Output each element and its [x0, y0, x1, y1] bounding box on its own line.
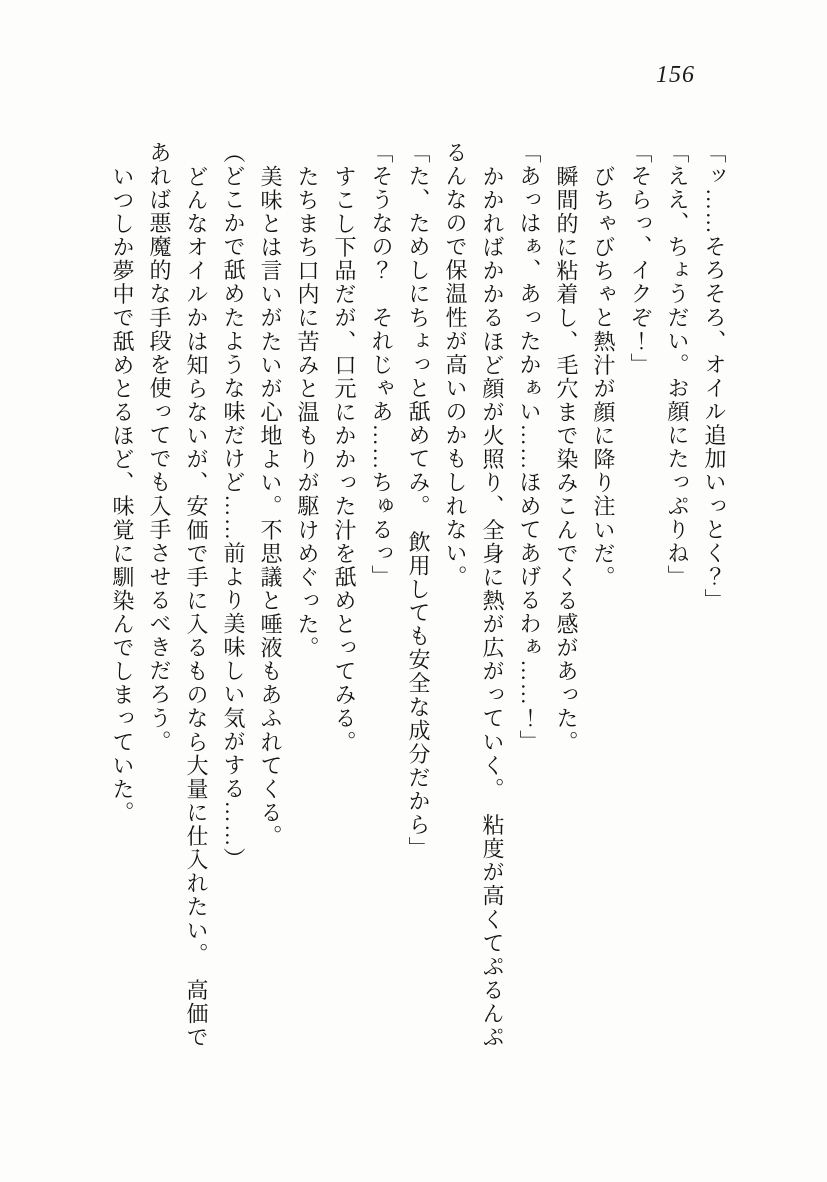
page-number: 156 — [656, 62, 695, 88]
paragraph-narrative: どんなオイルかは知らないが、安価で手に入るものなら大量に仕入れたい。 高価であれば悪魔的な手段を使ってでも入手させるべきだろう。 — [147, 141, 209, 1049]
paragraph-dialogue: 「た、ためしにちょっと舐めてみ。 飲用しても安全な成分だから」 — [406, 141, 431, 861]
paragraph-dialogue: 「ッ……そろそろ、オイル追加いっとく？」 — [702, 141, 727, 613]
paragraph-thought: （どこかで舐めたような味だけど……前より美味しい気がする……） — [221, 141, 246, 872]
text-block — [100, 141, 733, 1065]
paragraph-narrative: 美味とは言いがたいが心地よい。不思議と唾液もあふれてくる。 — [258, 164, 283, 848]
paragraph-dialogue: 「ええ、ちょうだい。お顔にたっぷりね」 — [665, 141, 690, 589]
paragraph-narrative: すこし下品だが、口元にかかった汁を舐めとってみる。 — [332, 164, 357, 754]
paragraph-narrative: たちまち口内に苦みと温もりが駆けめぐった。 — [295, 164, 320, 660]
paragraph-narrative: びちゃびちゃと熱汁が顔に降り注いだ。 — [591, 164, 616, 589]
paragraph-narrative: かかればかかるほど顔が火照り、全身に熱が広がっていく。 粘度が高くてぷるんぷるんなので保温性が高いのかもしれない。 — [443, 141, 505, 1049]
paragraph-dialogue: 「そらっ、イクぞ！」 — [628, 141, 653, 377]
paragraph-narrative: いつしか夢中で舐めとるほど、味覚に馴染んでしまっていた。 — [110, 164, 135, 825]
paragraph-dialogue: 「そうなの？ それじゃあ……ちゅるっ」 — [369, 141, 394, 589]
paragraph-narrative: 瞬間的に粘着し、毛穴まで染みこんでくる感があった。 — [554, 164, 579, 754]
paragraph-dialogue: 「あっはぁ、あったかぁい……ほめてあげるわぁ……！」 — [517, 141, 542, 754]
